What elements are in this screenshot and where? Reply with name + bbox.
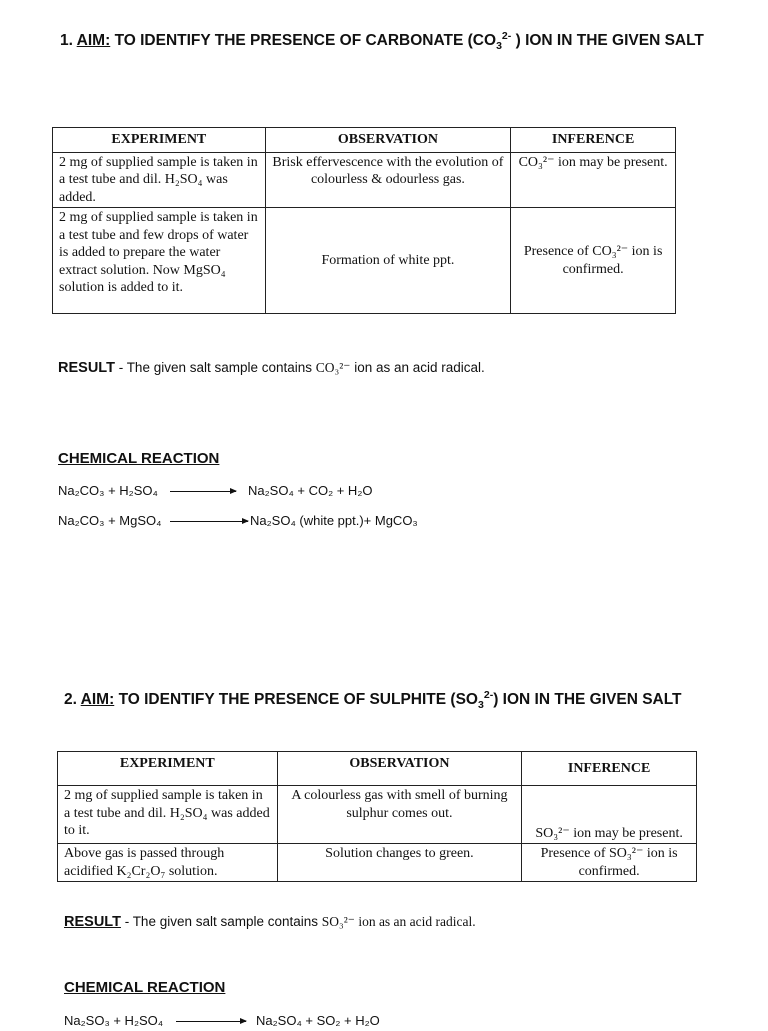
- table-row: [53, 152, 676, 208]
- table-header-row: [58, 752, 697, 786]
- arrow-icon: [170, 521, 248, 522]
- aim-text: TO IDENTIFY THE PRESENCE OF SULPHITE (SO: [118, 691, 478, 708]
- table-header-row: [53, 128, 676, 153]
- result-line-1: [58, 360, 485, 376]
- reaction-equation: [58, 513, 478, 531]
- experiment-cell: Above gas is passed through acidified K₂Cr₂O₇ solution.: [58, 844, 278, 882]
- aim-heading-2: [64, 688, 682, 712]
- aim-number: 2.: [64, 691, 77, 708]
- result-end: ion as an acid radical.: [354, 914, 476, 929]
- result-text: - The given salt sample contains: [114, 360, 316, 375]
- result-label: RESULT: [58, 360, 115, 376]
- reaction-lhs: Na₂SO₃ + H₂SO₄: [64, 1013, 164, 1028]
- aim-text: TO IDENTIFY THE PRESENCE OF CARBONATE (CO: [114, 32, 497, 49]
- experiment-cell: 2 mg of supplied sample is taken in a test tube and dil. H₂SO₄ was added to it.: [58, 786, 278, 844]
- result-label: RESULT: [64, 914, 121, 930]
- table-row: [58, 786, 697, 844]
- aim-ion-sub: 3: [496, 40, 502, 53]
- experiment-cell: 2 mg of supplied sample is taken in a test tube and dil. H₂SO₄ was added.: [53, 152, 266, 208]
- result-ion: SO₃²⁻: [321, 914, 355, 929]
- aim-label: AIM:: [80, 691, 115, 708]
- reaction-rhs: Na₂SO₄ + SO₂ + H₂O: [256, 1013, 380, 1028]
- inference-cell: Presence of CO₃²⁻ ion is confirmed.: [511, 208, 676, 314]
- observation-table-2: [57, 751, 697, 882]
- aim-number: 1.: [60, 32, 73, 49]
- aim-ion-sup: 2-: [501, 29, 512, 42]
- result-ion: CO₃²⁻: [315, 360, 351, 375]
- reaction-rhs: Na₂SO₄ (white ppt.)+ MgCO₃: [250, 513, 418, 528]
- reaction-heading-1: CHEMICAL REACTION: [58, 450, 220, 467]
- header-inference: INFERENCE: [522, 752, 697, 786]
- table-row: [53, 208, 676, 314]
- inference-cell: Presence of SO₃²⁻ ion is confirmed.: [522, 844, 697, 882]
- inference-cell: CO₃²⁻ ion may be present.: [511, 152, 676, 208]
- reaction-heading-2: CHEMICAL REACTION: [64, 979, 226, 996]
- arrow-icon: [170, 491, 236, 492]
- header-observation: OBSERVATION: [277, 752, 522, 786]
- header-experiment: EXPERIMENT: [58, 752, 278, 786]
- reaction-rhs: Na₂SO₄ + CO₂ + H₂O: [248, 483, 373, 498]
- result-end: ion as an acid radical.: [350, 360, 485, 375]
- arrow-icon: [176, 1021, 246, 1022]
- aim-ion-sup: 2-: [483, 688, 494, 701]
- header-inference: INFERENCE: [511, 128, 676, 153]
- reaction-equation: [58, 483, 478, 501]
- aim-label: AIM:: [76, 32, 111, 49]
- header-experiment: EXPERIMENT: [53, 128, 266, 153]
- aim-text-end: ) ION IN THE GIVEN SALT: [493, 691, 682, 708]
- table-row: [58, 844, 697, 882]
- result-text: - The given salt sample contains: [120, 914, 322, 929]
- header-observation: OBSERVATION: [265, 128, 511, 153]
- observation-cell: A colourless gas with smell of burning sulphur comes out.: [277, 786, 522, 844]
- observation-table-1: [52, 127, 676, 314]
- experiment-cell: 2 mg of supplied sample is taken in a test tube and few drops of water is added to prepare the water extract solution. Now MgSO₄ solution is added to it.: [53, 208, 266, 314]
- inference-cell: SO₃²⁻ ion may be present.: [522, 786, 697, 844]
- reaction-equation: [64, 1013, 484, 1031]
- aim-text-end: ) ION IN THE GIVEN SALT: [511, 32, 704, 49]
- observation-cell: Formation of white ppt.: [265, 208, 511, 314]
- observation-cell: Solution changes to green.: [277, 844, 522, 882]
- observation-cell: Brisk effervescence with the evolution of colourless & odourless gas.: [265, 152, 511, 208]
- aim-heading-1: [60, 29, 704, 53]
- result-line-2: [64, 914, 476, 930]
- reaction-lhs: Na₂CO₃ + H₂SO₄: [58, 483, 158, 498]
- reaction-lhs: Na₂CO₃ + MgSO₄: [58, 513, 162, 528]
- aim-ion-sub: 3: [477, 699, 484, 712]
